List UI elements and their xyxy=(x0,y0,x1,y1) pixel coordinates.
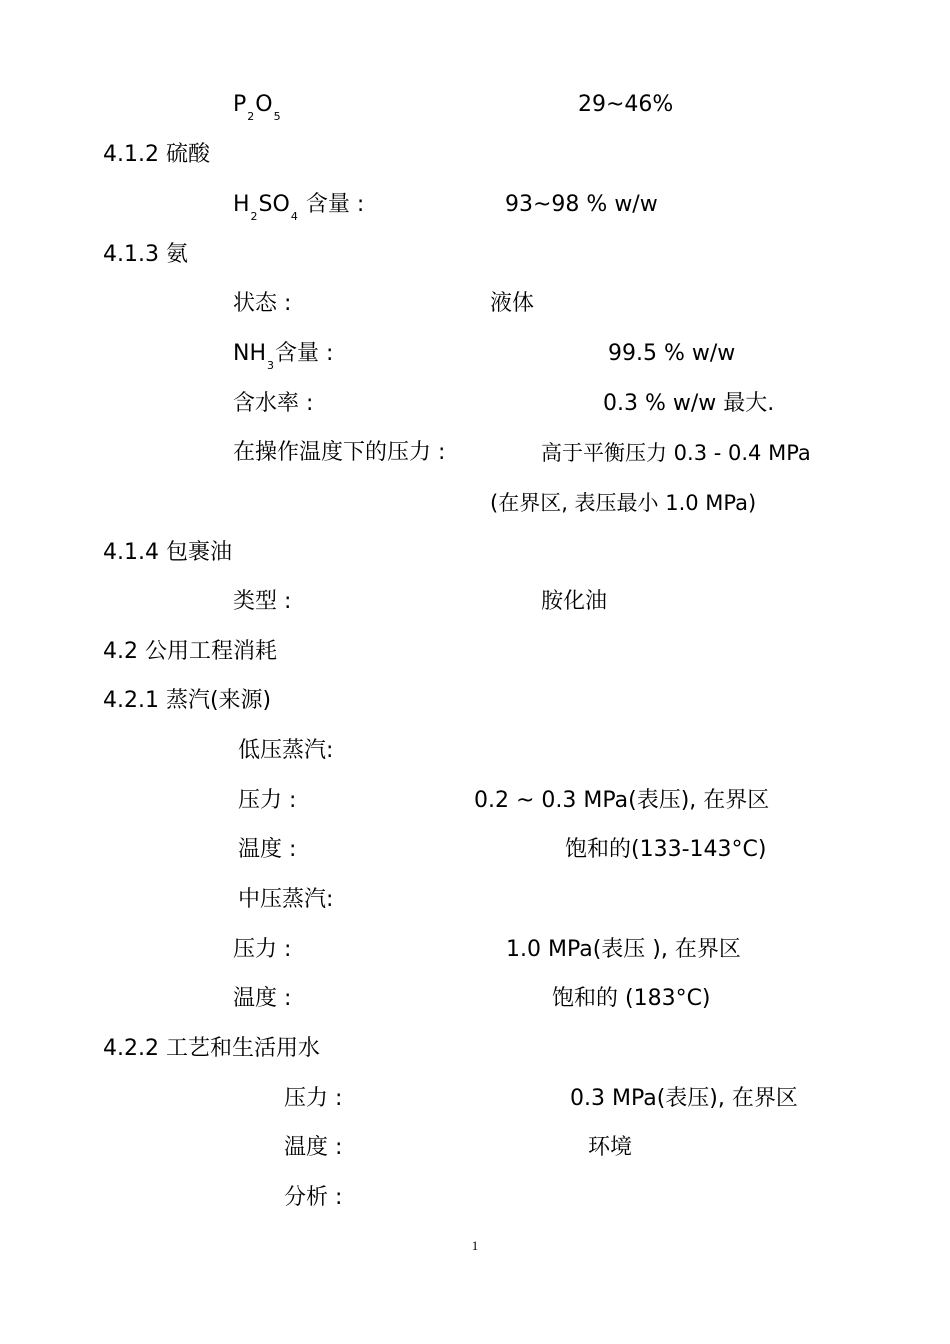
water-pressure-value: 0.3 MPa(表压), 在界区 xyxy=(570,1086,798,1111)
mp-steam-temp-label: 温度 : xyxy=(233,986,292,1011)
ammonia-state-value: 液体 xyxy=(490,291,535,316)
h2so4-sub1: 2 xyxy=(250,210,258,223)
water-pressure-label: 压力 : xyxy=(284,1086,343,1111)
h2so4-label xyxy=(233,192,364,230)
water-temp-value: 环境 xyxy=(588,1135,633,1160)
section-4-1-2-heading: 4.1.2 硫酸 xyxy=(103,142,210,167)
h2so4-sub2: 4 xyxy=(290,210,298,223)
nh3-content-label: 含量 : xyxy=(275,341,334,366)
nh3-nh: NH xyxy=(233,341,266,366)
operating-pressure-note: (在界区, 表压最小 1.0 MPa) xyxy=(490,491,757,515)
mp-steam-pressure-value: 1.0 MPa(表压 ), 在界区 xyxy=(506,937,741,962)
mp-steam-temp-value: 饱和的 (183°C) xyxy=(552,986,711,1011)
mp-steam-pressure-label: 压力 : xyxy=(233,937,292,962)
water-temp-label: 温度 : xyxy=(284,1135,343,1160)
section-4-2-1-heading: 4.2.1 蒸汽(来源) xyxy=(103,688,272,713)
p2o5-sub1: 2 xyxy=(247,110,255,123)
nh3-sub: 3 xyxy=(267,359,274,372)
section-4-1-4-heading: 4.1.4 包裹油 xyxy=(103,540,232,565)
p2o5-formula xyxy=(233,92,282,130)
h2so4-h: H xyxy=(233,192,250,217)
oil-type-label: 类型 : xyxy=(233,589,292,614)
lp-steam-temp-value: 饱和的(133-143°C) xyxy=(565,837,767,862)
p2o5-sub2: 5 xyxy=(273,110,281,123)
lp-steam-title: 低压蒸汽: xyxy=(238,738,334,763)
h2so4-so: SO xyxy=(258,192,290,217)
water-content-value: 0.3 % w/w 最大. xyxy=(603,391,775,416)
section-4-1-3-heading: 4.1.3 氨 xyxy=(103,242,188,267)
nh3-value: 99.5 % w/w xyxy=(608,341,736,366)
page-number: 1 xyxy=(471,1238,479,1253)
nh3-label xyxy=(233,341,333,379)
lp-steam-pressure-value: 0.2 ~ 0.3 MPa(表压), 在界区 xyxy=(474,788,770,813)
p2o5-o: O xyxy=(255,92,273,117)
operating-pressure-label: 在操作温度下的压力 : xyxy=(233,440,446,465)
ammonia-state-label: 状态 : xyxy=(233,291,292,316)
p2o5-p: P xyxy=(233,92,247,117)
operating-pressure-value: 高于平衡压力 0.3 - 0.4 MPa xyxy=(541,441,811,465)
water-content-label: 含水率 : xyxy=(233,391,314,416)
h2so4-content-label: 含量 : xyxy=(298,192,365,217)
oil-type-value: 胺化油 xyxy=(541,589,608,614)
water-analysis-label: 分析 : xyxy=(284,1185,343,1210)
lp-steam-temp-label: 温度 : xyxy=(238,837,297,862)
h2so4-value: 93~98 % w/w xyxy=(505,192,658,217)
section-4-2-2-heading: 4.2.2 工艺和生活用水 xyxy=(103,1036,320,1061)
lp-steam-pressure-label: 压力 : xyxy=(238,788,297,813)
mp-steam-title: 中压蒸汽: xyxy=(238,887,334,912)
p2o5-value: 29~46% xyxy=(578,92,674,117)
section-4-2-heading: 4.2 公用工程消耗 xyxy=(103,639,277,664)
